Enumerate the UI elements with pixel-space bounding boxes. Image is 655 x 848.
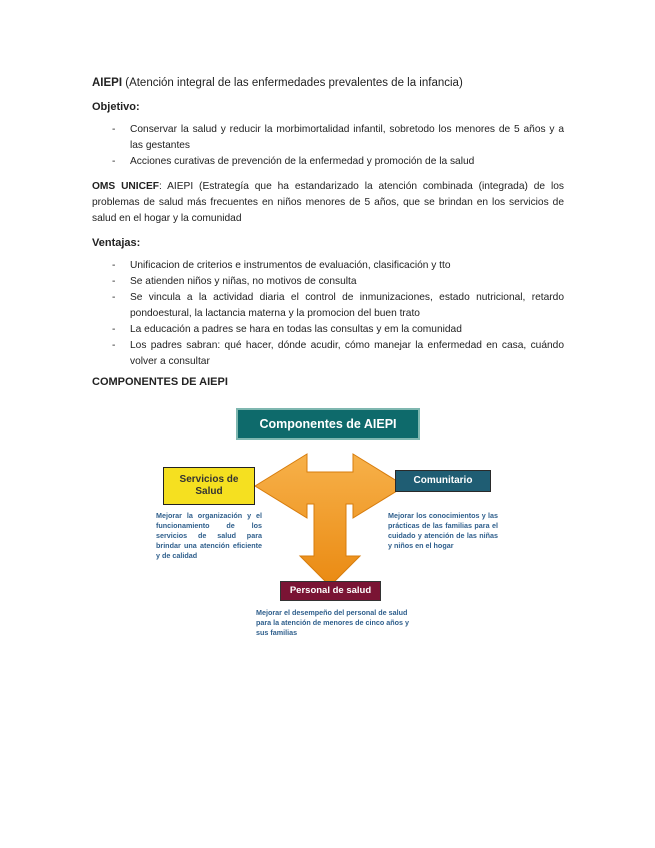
list-item-text: Unificacion de criterios e instrumentos de evaluación, clasificación y tto [130, 260, 451, 271]
list-item-text: Se vincula a la actividad diaria el control de inmunizaciones, estado nutricional, retardo pondoestural, la lactancia materna y la promocion del buen trato [130, 292, 564, 319]
list-item-text: Se atienden niños y niñas, no motivos de consulta [130, 276, 357, 287]
servicios-label-1: Servicios de [179, 474, 239, 485]
personal-description: Mejorar el desempeño del personal de salud para la atención de menores de cinco años y sus familias [256, 608, 409, 637]
list-item: - Conservar la salud y reducir la morbimortalidad infantil, sobretodo los menores de 5 años y a las gestantes [112, 124, 564, 151]
oms-text: : AIEPI (Estrategía que ha estandarizado la atención combinada (integrada) de los problemas de salud más frecuentes en niños menores de 5 años, que se brindan en los servicios de salud en el hogar y la comunidad [92, 181, 564, 224]
oms-label: OMS UNICEF [92, 181, 159, 192]
servicios-label-2: Salud [195, 486, 223, 497]
list-item: - Los padres sabran: qué hacer, dónde acudir, cómo manejar la enfermedad en casa, cuándo volver a consultar [112, 340, 564, 367]
componentes-title-box: Componentes de AIEPI [236, 408, 420, 440]
servicios-description: Mejorar la organización y el funcionamiento de los servicios de salud para brindar una atención eficiente y de calidad [156, 511, 262, 560]
servicios-salud-box [163, 467, 255, 505]
oms-paragraph [92, 179, 564, 227]
objetivo-list [112, 122, 564, 170]
list-item: - Se vincula a la actividad diaria el control de inmunizaciones, estado nutricional, retardo pondoestural, la lactancia materna y la promocion del buen trato [112, 292, 564, 319]
list-item-text: Conservar la salud y reducir la morbimortalidad infantil, sobretodo los menores de 5 años y a las gestantes [130, 124, 564, 151]
personal-salud-box: Personal de salud [280, 581, 381, 601]
list-item-text: Acciones curativas de prevención de la enfermedad y promoción de la salud [130, 156, 475, 167]
list-item: - Unificacion de criterios e instrumentos de evaluación, clasificación y tto [112, 260, 451, 271]
title-expansion: (Atención integral de las enfermedades prevalentes de la infancia) [122, 77, 463, 89]
ventajas-heading: Ventajas: [92, 237, 141, 249]
t-arrow [255, 454, 405, 586]
list-item: - Se atienden niños y niñas, no motivos de consulta [112, 276, 357, 287]
list-item: - Acciones curativas de prevención de la enfermedad y promoción de la salud [112, 156, 475, 167]
document-title [92, 77, 463, 89]
list-item-text: La educación a padres se hara en todas las consultas y em la comunidad [130, 324, 462, 335]
comunitario-box: Comunitario [395, 470, 491, 492]
objetivo-heading: Objetivo: [92, 101, 140, 113]
list-item: - La educación a padres se hara en todas las consultas y em la comunidad [112, 324, 462, 335]
ventajas-list [112, 258, 564, 370]
aiepi-components-diagram [150, 408, 510, 648]
comunitario-description: Mejorar los conocimientos y las prácticas de las familias para el cuidado y atención de las niñas y niños en el hogar [388, 511, 498, 550]
list-item-text: Los padres sabran: qué hacer, dónde acudir, cómo manejar la enfermedad en casa, cuándo volver a consultar [130, 340, 564, 367]
title-acronym: AIEPI [92, 77, 123, 89]
componentes-heading: COMPONENTES DE AIEPI [92, 376, 228, 388]
